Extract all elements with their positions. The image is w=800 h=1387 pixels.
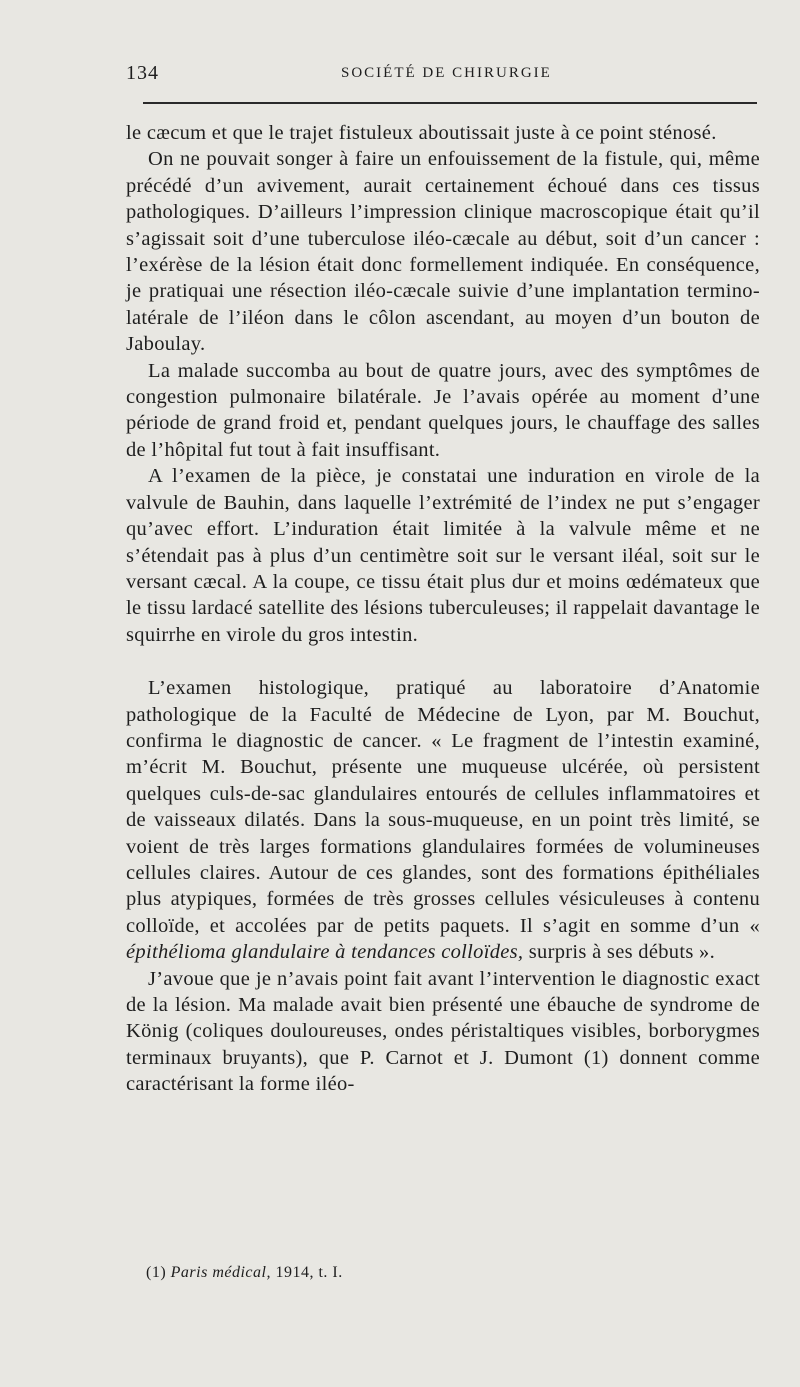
header-rule <box>143 102 757 104</box>
body-text <box>126 120 760 1098</box>
running-head: SOCIÉTÉ DE CHIRURGIE <box>341 65 552 81</box>
footnote-source: Paris médical, <box>170 1264 271 1281</box>
italic-quote: épithélioma glandulaire à tendances colloïdes, <box>126 941 524 964</box>
paragraph: J’avoue que je n’avais point fait avant l’intervention le diagnostic exact de la lésion. Ma malade avait bien présenté une ébauche de syndrome de König (coliques douloureuses, ondes péristaltiques visibles, borborygmes terminaux bruyants), que P. Carnot et J. Dumont (1) donnent comme caractérisant la forme iléo- <box>126 967 760 1096</box>
paragraph: La malade succomba au bout de quatre jours, avec des symptômes de congestion pulmonaire bilatérale. Je l’avais opérée au moment d’une période de grand froid et, pendant quelques jours, le chauffage des salles de l’hôpital fut tout à fait insuffisant. <box>126 359 760 461</box>
footnote <box>146 1264 343 1282</box>
footnote-details: 1914, t. I. <box>275 1264 343 1281</box>
paragraph: L’examen histologique, pratiqué au laboratoire d’Anatomie pathologique de la Faculté de Médecine de Lyon, par M. Bouchut, confirma le diagnostic de cancer. « Le fragment de l’intestin examiné, m’écrit M. Bouchut, présente une muqueuse ulcérée, où persistent quelques culs-de-sac glandulaires entourés de cellules inflammatoires et de vaisseaux dilatés. Dans la sous-muqueuse, en un point très limité, se voient de très larges formations glandulaires formées de volumineuses cellules claires. Autour de ces glandes, sont des formations épithéliales plus atypiques, formées de très grosses cellules vésiculeuses à contenu colloïde, et accolées par de petits paquets. Il s’agit en somme d’un « épithélioma glandulaire à tendances colloïdes, surpris à ses débuts ». <box>126 677 760 964</box>
paragraph: A l’examen de la pièce, je constatai une induration en virole de la valvule de Bauhin, dans laquelle l’extrémité de l’index ne put s’engager qu’avec effort. L’induration était limitée à la valvule même et ne s’étendait pas à plus d’un centimètre soit sur le versant iléal, soit sur le versant cæcal. A la coupe, ce tissu était plus dur et moins œdémateux que le tissu lardacé satellite des lésions tuberculeuses; il rappelait davantage le squirrhe en virole du gros intestin. <box>126 465 760 646</box>
page-header <box>126 62 758 86</box>
paragraph: On ne pouvait songer à faire un enfouissement de la fistule, qui, même précédé d’un avivement, aurait certainement échoué dans ces tissus pathologiques. D’ailleurs l’impression clinique macroscopique était qu’il s’agissait soit d’une tuberculose iléo-cæcale au début, soit d’un cancer : l’exérèse de la lésion était donc formellement indiquée. En conséquence, je pratiquai une résection iléo-cæcale suivie d’une implantation termino-latérale de l’iléon dans le côlon ascendant, au moyen d’un bouton de Jaboulay. <box>126 148 760 356</box>
paragraph: le cæcum et que le trajet fistuleux aboutissait juste à ce point sténosé. <box>126 122 717 144</box>
footnote-mark: (1) <box>146 1264 167 1281</box>
page-number: 134 <box>126 62 159 84</box>
